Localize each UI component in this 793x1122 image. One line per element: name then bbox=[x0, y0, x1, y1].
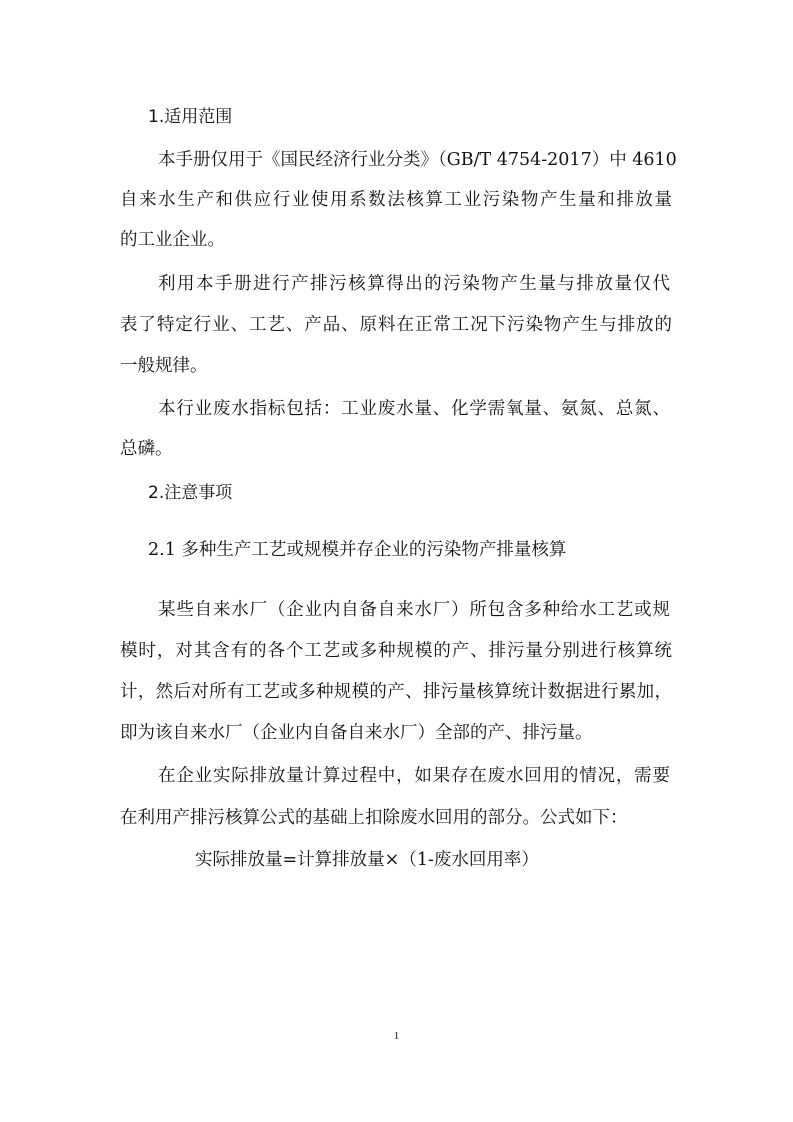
paragraph-line: 在企业实际排放量计算过程中，如果存在废水回用的情况，需要 bbox=[158, 766, 670, 786]
paragraph-line: 总磷。 bbox=[120, 439, 173, 459]
paragraph-line: 某些自来水厂（企业内自备自来水厂）所包含多种给水工艺或规 bbox=[158, 600, 670, 620]
paragraph-line: 利用本手册进行产排污核算得出的污染物产生量与排放量仅代 bbox=[158, 274, 670, 294]
paragraph-line: 表了特定行业、工艺、产品、原料在正常工况下污染物产生与排放的 bbox=[120, 315, 672, 335]
paragraph-line: 本手册仅用于《国民经济行业分类》（GB/T 4754-2017）中 4610 bbox=[158, 150, 677, 170]
paragraph-line: 计，然后对所有工艺或多种规模的产、排污量核算统计数据进行累加， bbox=[120, 682, 672, 702]
paragraph-line: 自来水生产和供应行业使用系数法核算工业污染物产生量和排放量 bbox=[120, 190, 672, 210]
paragraph-line: 在利用产排污核算公式的基础上扣除废水回用的部分。公式如下： bbox=[120, 808, 628, 828]
subsection-2-1-heading: 2.1 多种生产工艺或规模并存企业的污染物产排量核算 bbox=[148, 540, 567, 560]
paragraph-line: 的工业企业。 bbox=[120, 230, 225, 250]
paragraph-line: 本行业废水指标包括：工业废水量、化学需氧量、氨氮、总氮、 bbox=[158, 399, 670, 419]
paragraph-line: 模时，对其含有的各个工艺或多种规模的产、排污量分别进行核算统 bbox=[120, 641, 672, 661]
page-number: 1 bbox=[393, 1030, 400, 1042]
paragraph-line: 即为该自来水厂（企业内自备自来水厂）全部的产、排污量。 bbox=[120, 723, 593, 743]
section-2-heading: 2.注意事项 bbox=[148, 483, 233, 503]
section-1-heading: 1.适用范围 bbox=[148, 107, 233, 127]
paragraph-line: 一般规律。 bbox=[120, 356, 208, 376]
formula: 实际排放量=计算排放量×（1-废水回用率） bbox=[195, 850, 539, 870]
